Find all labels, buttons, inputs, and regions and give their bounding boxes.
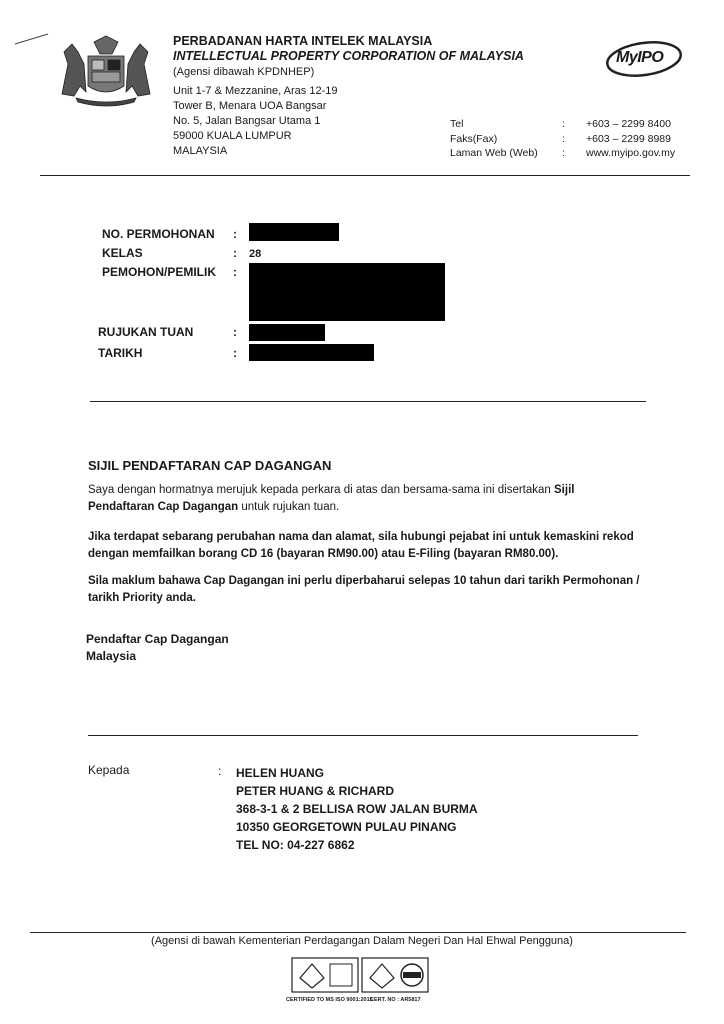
kelas-value: 28 bbox=[249, 248, 262, 260]
rujukan-label: RUJUKAN TUAN bbox=[98, 325, 194, 339]
recipient-line: 368-3-1 & 2 BELLISA ROW JALAN BURMA bbox=[236, 802, 478, 816]
contact-row-fax bbox=[450, 132, 675, 147]
address-line: Unit 1-7 & Mezzanine, Aras 12-19 bbox=[173, 85, 338, 97]
contact-sep: : bbox=[562, 118, 565, 130]
org-name-english: INTELLECTUAL PROPERTY CORPORATION OF MALAYSIA bbox=[173, 49, 524, 63]
paragraph-1 bbox=[88, 482, 641, 516]
contact-value: +603 – 2299 8989 bbox=[586, 132, 671, 145]
address-line: No. 5, Jalan Bangsar Utama 1 bbox=[173, 115, 321, 127]
signature-line: Pendaftar Cap Dagangan bbox=[86, 632, 229, 646]
myipo-logo-text: MyIPO bbox=[616, 49, 664, 66]
certification-badge-icon bbox=[290, 956, 430, 996]
field-colon: : bbox=[233, 227, 237, 241]
paragraph-3: Sila maklum bahawa Cap Dagangan ini perlu diperbaharui selepas 10 tahun dari tarikh Permohonan / tarikh Priority anda. bbox=[88, 575, 640, 604]
recipient-line: TEL NO: 04-227 6862 bbox=[236, 838, 355, 852]
fields-divider bbox=[90, 401, 646, 402]
address-line: Tower B, Menara UOA Bangsar bbox=[173, 100, 327, 112]
redacted-block bbox=[249, 324, 325, 341]
contact-sep: : bbox=[562, 147, 565, 159]
pemohon-label: PEMOHON/PEMILIK bbox=[102, 265, 217, 279]
recipient-block bbox=[236, 764, 478, 854]
signature-line: Malaysia bbox=[86, 649, 137, 663]
no-permohonan-label: NO. PERMOHONAN bbox=[102, 227, 215, 241]
contact-row-tel bbox=[450, 117, 675, 132]
redacted-block bbox=[249, 344, 374, 361]
contact-label: Faks(Fax) bbox=[450, 132, 498, 145]
redacted-block bbox=[249, 223, 339, 241]
cert-badges bbox=[290, 956, 430, 996]
header-divider bbox=[40, 175, 690, 176]
org-name-malay: PERBADANAN HARTA INTELEK MALAYSIA bbox=[173, 34, 433, 48]
contact-label: Laman Web (Web) bbox=[450, 147, 538, 159]
paragraph-2: Jika terdapat sebarang perubahan nama dan alamat, sila hubungi pejabat ini untuk kemaskini rekod dengan memfailkan borang CD 16 (bayaran RM90.00) atau E-Filing (bayaran RM80.00). bbox=[88, 531, 634, 560]
redacted-block bbox=[249, 263, 445, 321]
p1-text: Saya dengan hormatnya merujuk kepada perkara di atas dan bersama-sama ini disertakan bbox=[88, 484, 555, 496]
org-agency: (Agensi dibawah KPDNHEP) bbox=[173, 66, 315, 78]
body-divider bbox=[88, 735, 638, 736]
footer-divider bbox=[30, 932, 686, 933]
recipient-line: HELEN HUANG bbox=[236, 766, 325, 780]
kepada-label: Kepada bbox=[88, 763, 130, 777]
cert-text-1: CERTIFIED TO MS ISO 9001:2015 bbox=[286, 997, 373, 1003]
kepada-colon: : bbox=[218, 764, 222, 778]
contact-label: Tel bbox=[450, 118, 464, 130]
field-colon: : bbox=[233, 246, 237, 260]
kelas-label: KELAS bbox=[102, 246, 143, 260]
recipient-line: PETER HUANG & RICHARD bbox=[236, 784, 395, 798]
recipient-line: 10350 GEORGETOWN PULAU PINANG bbox=[236, 820, 457, 834]
address-line: MALAYSIA bbox=[173, 145, 228, 157]
footer-agency-note: (Agensi di bawah Kementerian Perdagangan Dalam Negeri Dan Hal Ehwal Pengguna) bbox=[151, 935, 573, 947]
contact-value: +603 – 2299 8400 bbox=[586, 118, 671, 130]
letter-title: SIJIL PENDAFTARAN CAP DAGANGAN bbox=[88, 458, 332, 473]
address-line: 59000 KUALA LUMPUR bbox=[173, 130, 292, 142]
p1-bold: Sijil Pendaftaran Cap Dagangan bbox=[88, 484, 575, 513]
myipo-logo bbox=[604, 38, 684, 80]
contact-block bbox=[450, 117, 675, 161]
coat-of-arms-icon bbox=[54, 34, 158, 108]
field-colon: : bbox=[233, 265, 237, 279]
cert-text-2: CERT. NO : AR5817 bbox=[370, 997, 421, 1003]
signature-block bbox=[86, 631, 229, 665]
tarikh-label: TARIKH bbox=[98, 346, 143, 360]
org-address bbox=[173, 84, 337, 159]
field-colon: : bbox=[233, 346, 237, 360]
contact-value: www.myipo.gov.my bbox=[586, 147, 676, 159]
pen-mark bbox=[14, 32, 50, 46]
field-colon: : bbox=[233, 325, 237, 339]
p1-end: untuk rujukan tuan. bbox=[238, 501, 340, 513]
contact-row-web bbox=[450, 146, 675, 161]
contact-sep: : bbox=[562, 132, 565, 145]
